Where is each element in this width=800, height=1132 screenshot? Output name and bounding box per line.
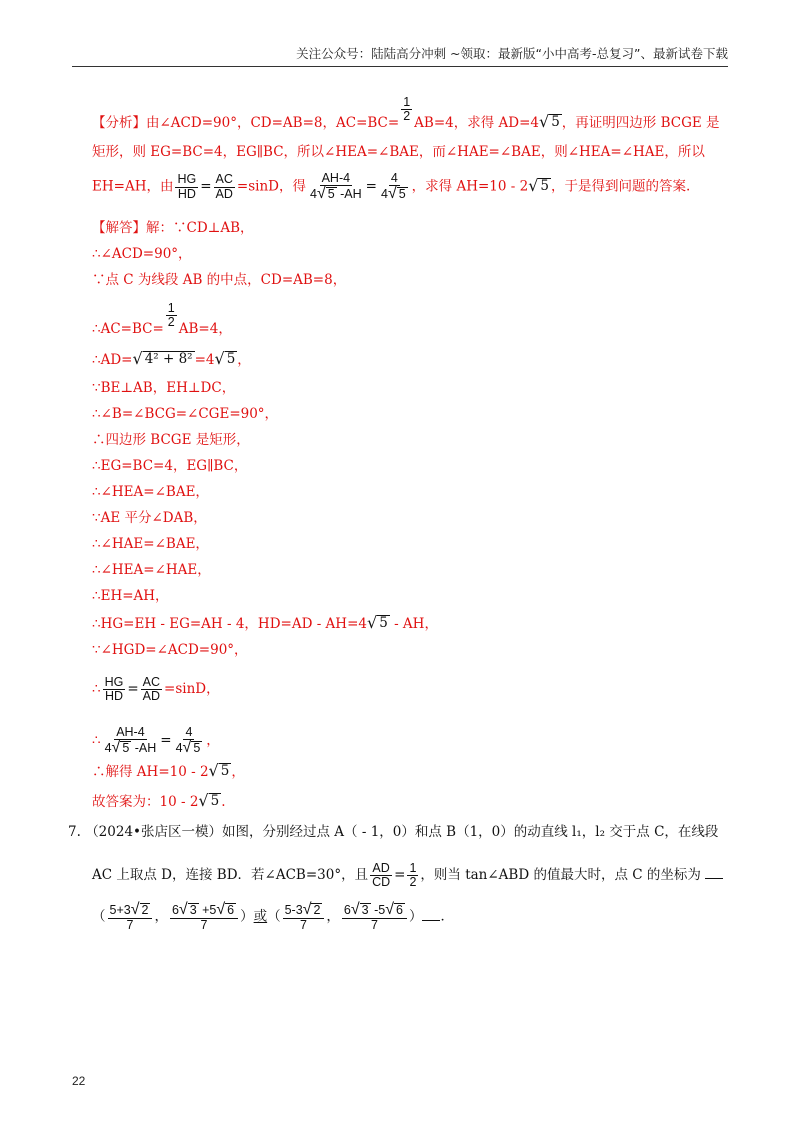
fraction-half: $\frac{1}{2}$ <box>403 95 411 124</box>
solution-line-7: ∴四边形 BCGE 是矩形， <box>92 432 250 448</box>
solution-line-6: ∴∠B=∠BCG=∠CGE=90°， <box>92 406 279 422</box>
page-number: 22 <box>72 1074 86 1088</box>
solution-line-19: 故答案为：10 - 2 √ 5 . <box>92 791 226 810</box>
analysis-line-2: 矩形，则 EG=BC=4，EG∥BC，所以∠HEA=∠BAE，而∠HAE=∠BAE，则∠HEA=∠HAE，所以 <box>92 144 705 160</box>
solution-line-11: ∴∠HAE=∠BAE， <box>92 536 209 552</box>
analysis-line-3: EH=AH，由 $\frac{HG}{HD}$ = $\frac{AC}{AD}$ =sinD，得 AH-4 4 √ 5 -AH = 4 4 √ 5 ，求得 AH=10 - 2 √ 5 ，于是得到问题的答案. <box>92 171 691 203</box>
problem-line-1: 7. （2024•张店区一模）如图，分别经过点 A（ - 1，0）和点 B（1，0）的动直线 l₁，l₂ 交于点 C，在线段 <box>68 824 719 840</box>
solution-line-18: ∴解得 AH=10 - 2 √ 5 ， <box>92 761 245 780</box>
problem-line-2: AC 上取点 D，连接 BD．若∠ACB=30°，且 $\frac{AD}{CD}$ = $\frac{1}{2}$ ，则当 tan∠ABD 的值最大时，点 C 的坐标为 <box>92 862 723 889</box>
analysis-tag: 【分析】 <box>92 115 146 132</box>
fraction-ac-ad: $\frac{AC}{AD}$ <box>215 172 233 201</box>
problem-number: 7. <box>68 824 81 840</box>
solution-line-16: ∴ $\frac{HG}{HD}$ = $\frac{AC}{AD}$ =sinD， <box>92 675 220 704</box>
solution-line-5: ∵BE⊥AB，EH⊥DC， <box>92 380 236 396</box>
solution-line-12: ∴∠HEA=∠HAE， <box>92 562 211 578</box>
solution-line-0: 【解答】解：∵CD⊥AB， <box>92 220 254 236</box>
sqrt-5: √ 5 <box>539 112 560 132</box>
solution-line-9: ∴∠HEA=∠BAE， <box>92 484 209 500</box>
fraction-hg-hd: $\frac{HG}{HD}$ <box>177 172 197 201</box>
analysis-line-1: 【分析】由∠ACD=90°，CD=AB=8，AC=BC= $\frac{1}{2}$ AB=4，求得 AD=4 √ 5 ，再证明四边形 BCGE 是 <box>92 95 720 132</box>
solution-line-17: ∴ AH-4 4 √ 5 -AH = 4 4 √ 5 ， <box>92 725 220 757</box>
page-header: 关注公众号：陆陆高分冲刺 ~领取：最新版“小中高考-总复习”、最新试卷下载 <box>296 46 728 61</box>
solution-line-8: ∴EG=BC=4，EG∥BC， <box>92 458 248 474</box>
answer-blank <box>705 878 723 879</box>
solution-line-3: ∴AC=BC= $\frac{1}{2}$ AB=4， <box>92 301 232 338</box>
solution-line-14: ∴HG=EH - EG=AH - 4，HD=AD - AH=4 √ 5 - AH， <box>92 613 438 632</box>
solution-line-1: ∴∠ACD=90°， <box>92 246 192 262</box>
fraction-4-4r5: 4 4 √ 5 <box>380 171 406 203</box>
solution-line-13: ∴EH=AH， <box>92 588 169 604</box>
solution-line-15: ∵∠HGD=∠ACD=90°， <box>92 642 248 658</box>
problem-answer: （ 5+3 √ 2 7 ， 6 √ 3 +5 √ 6 7 ）或（ 5-3 √ 2 7 ， 6 √ 3 -5 √ 6 7 ） ． <box>92 901 454 932</box>
solution-line-10: ∵AE 平分∠DAB， <box>92 510 207 526</box>
solution-line-4: ∴AD= √ 4² + 8² =4 √ 5 ， <box>92 349 251 368</box>
fraction-ah4: AH-4 4 √ 5 -AH <box>309 171 362 203</box>
solution-line-2: ∵点 C 为线段 AB 的中点，CD=AB=8， <box>92 272 347 288</box>
header-rule <box>72 66 728 67</box>
solution-tag: 【解答】 <box>92 220 146 236</box>
